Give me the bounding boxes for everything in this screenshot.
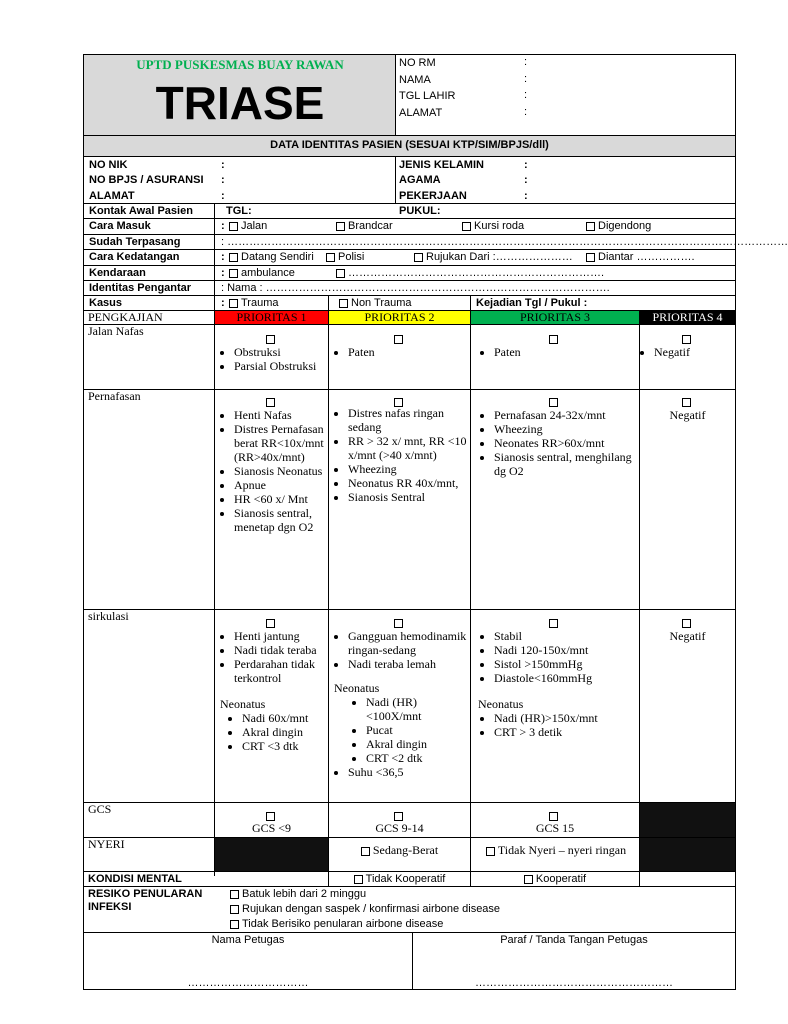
gcs-p3: GCS 15 bbox=[535, 821, 575, 835]
checkbox-icon[interactable] bbox=[394, 619, 403, 628]
checkbox-icon[interactable] bbox=[486, 847, 495, 856]
list-item: • HR <60 x/ Mnt bbox=[234, 492, 326, 506]
checkbox-icon[interactable] bbox=[394, 335, 403, 344]
list-item: • Diastole<160mmHg bbox=[494, 671, 636, 685]
kontak-pukul[interactable]: PUKUL: bbox=[399, 205, 441, 217]
list-item: • Paten bbox=[494, 345, 636, 359]
list-item: • Sianosis Sentral bbox=[348, 490, 468, 504]
list-item: • Nadi (HR)<100X/mnt bbox=[366, 695, 468, 723]
pernafasan-p2 bbox=[330, 406, 468, 504]
checkbox-icon[interactable] bbox=[354, 875, 363, 884]
nyeri-label: NYERI bbox=[88, 837, 125, 851]
list-item: • Wheezing bbox=[348, 462, 468, 476]
kendaraan-lain-dots: ……………………………………………………………. bbox=[348, 267, 605, 279]
option-diantar-label: Diantar ……………. bbox=[598, 251, 695, 263]
prioritas-1-header: PRIORITAS 1 bbox=[236, 310, 307, 324]
list-item: • Sianosis Neonatus bbox=[234, 464, 326, 478]
nama-petugas-label: Nama Petugas bbox=[211, 934, 285, 946]
checkbox-icon[interactable] bbox=[336, 269, 345, 278]
checkbox-icon[interactable] bbox=[549, 335, 558, 344]
checkbox-icon[interactable] bbox=[229, 299, 238, 308]
jk-value[interactable]: : bbox=[524, 159, 528, 171]
list-item: • Parsial Obstruksi bbox=[234, 359, 324, 373]
list-item: • Neonates RR>60x/mnt bbox=[494, 436, 638, 450]
nyeri-p2[interactable] bbox=[329, 843, 470, 857]
nyeri-p4-blocked bbox=[640, 838, 735, 871]
list-item: • CRT <3 dtk bbox=[242, 739, 326, 753]
cara-masuk-label: Cara Masuk bbox=[89, 220, 151, 232]
pernafasan-p3 bbox=[476, 408, 638, 478]
checkbox-icon[interactable] bbox=[230, 905, 239, 914]
checkbox-icon[interactable] bbox=[266, 812, 275, 821]
option-kendaraan-lain[interactable] bbox=[336, 267, 604, 280]
checkbox-icon[interactable] bbox=[586, 222, 595, 231]
nyeri-p3-label: Tidak Nyeri – nyeri ringan bbox=[497, 843, 627, 857]
mental-p2[interactable] bbox=[329, 873, 470, 886]
alamat-label: ALAMAT bbox=[399, 107, 443, 119]
gcs-p1: GCS <9 bbox=[251, 821, 292, 835]
list-item: • Apnue bbox=[234, 478, 326, 492]
jalan-nafas-p4 bbox=[642, 345, 732, 359]
alamat2-label: ALAMAT bbox=[89, 190, 135, 202]
list-item: • Nadi teraba lemah bbox=[348, 657, 468, 671]
option-trauma-label: Trauma bbox=[241, 297, 279, 309]
list-item: • Pucat bbox=[366, 723, 468, 737]
option-jalan-label: Jalan bbox=[241, 220, 268, 232]
list-item: • Henti jantung bbox=[234, 629, 326, 643]
list-item: • Nadi 60x/mnt bbox=[242, 711, 326, 725]
checkbox-icon[interactable] bbox=[266, 619, 275, 628]
list-item: • Sianosis sentral, menghilang dg O2 bbox=[494, 450, 638, 478]
mental-p2-label: Tidak Kooperatif bbox=[365, 873, 446, 885]
list-item: • Obstruksi bbox=[234, 345, 324, 359]
list-item: • Perdarahan tidak terkontrol bbox=[234, 657, 326, 685]
pengkajian-header: PENGKAJIAN bbox=[88, 310, 163, 324]
resiko-option-3-label: Tidak Berisiko penularan airbone disease bbox=[242, 918, 444, 930]
option-rujukan-label: Rujukan Dari :………………… bbox=[426, 251, 573, 263]
puskesmas-name: UPTD PUSKESMAS BUAY RAWAN bbox=[136, 57, 344, 72]
nyeri-p1-blocked bbox=[215, 838, 328, 871]
pernafasan-p4: Negatif bbox=[669, 408, 706, 422]
list-item: • Sianosis sentral, menetap dgn O2 bbox=[234, 506, 326, 534]
list-item: • Negatif bbox=[654, 345, 732, 359]
agama-value[interactable]: : bbox=[524, 174, 528, 186]
checkbox-icon[interactable] bbox=[326, 253, 335, 262]
list-item: • Gangguan hemodinamik ringan-sedang bbox=[348, 629, 468, 657]
sudah-value[interactable]: : ……………………………………………………………………………………………………………………………………… bbox=[221, 236, 788, 248]
kedatangan-label: Cara Kedatangan bbox=[89, 251, 180, 263]
pernafasan-p1 bbox=[216, 408, 326, 534]
bpjs-label: NO BPJS / ASURANSI bbox=[89, 174, 204, 186]
resiko-option-3[interactable] bbox=[230, 918, 443, 931]
resiko-option-1-label: Batuk lebih dari 2 minggu bbox=[242, 888, 367, 900]
option-ambulance-label: ambulance bbox=[241, 267, 295, 279]
option-jalan[interactable] bbox=[229, 220, 267, 233]
option-diantar[interactable] bbox=[586, 251, 695, 264]
list-item: • CRT > 3 detik bbox=[494, 725, 636, 739]
checkbox-icon[interactable] bbox=[682, 335, 691, 344]
alamat2-value[interactable]: : bbox=[221, 190, 225, 202]
prioritas-2-header: PRIORITAS 2 bbox=[364, 310, 435, 324]
checkbox-icon[interactable] bbox=[230, 890, 239, 899]
checkbox-icon[interactable] bbox=[230, 920, 239, 929]
option-brandcar[interactable] bbox=[336, 220, 393, 233]
sirkulasi-p1 bbox=[216, 629, 326, 753]
resiko-option-2[interactable] bbox=[230, 903, 500, 916]
checkbox-icon[interactable] bbox=[229, 253, 238, 262]
list-item: • Distres Pernafasan berat RR<10x/mnt (RR>40x/mnt) bbox=[234, 422, 326, 464]
jalan-nafas-p1 bbox=[216, 345, 324, 373]
list-item: • Nadi (HR)>150x/mnt bbox=[494, 711, 636, 725]
sirkulasi-p3 bbox=[476, 629, 636, 739]
kedatangan-colon: : bbox=[221, 251, 225, 263]
option-kursi-roda-label: Kursi roda bbox=[474, 220, 525, 232]
checkbox-icon[interactable] bbox=[394, 812, 403, 821]
list-item: • Nadi tidak teraba bbox=[234, 643, 326, 657]
list-item: • CRT <2 dtk bbox=[366, 751, 468, 765]
list-item: • Sistol >150mmHg bbox=[494, 657, 636, 671]
alamat-value[interactable]: : bbox=[524, 106, 528, 118]
checkbox-icon[interactable] bbox=[361, 847, 370, 856]
neonatus-heading: Neonatus bbox=[220, 697, 266, 711]
list-item: • Stabil bbox=[494, 629, 636, 643]
list-item: • Paten bbox=[348, 345, 466, 359]
checkbox-icon[interactable] bbox=[229, 222, 238, 231]
nik-label: NO NIK bbox=[89, 159, 128, 171]
checkbox-icon[interactable] bbox=[549, 398, 558, 407]
pekerjaan-value[interactable]: : bbox=[524, 190, 528, 202]
sirkulasi-p2 bbox=[330, 629, 468, 779]
agama-label: AGAMA bbox=[399, 174, 441, 186]
form-title: TRIASE bbox=[155, 77, 325, 129]
checkbox-icon[interactable] bbox=[462, 222, 471, 231]
cara-masuk-colon: : bbox=[221, 220, 225, 232]
option-polisi-label: Polisi bbox=[338, 251, 365, 263]
jalan-nafas-label: Jalan Nafas bbox=[88, 324, 144, 338]
list-item: • Pernafasan 24-32x/mnt bbox=[494, 408, 638, 422]
gcs-p4-blocked bbox=[640, 803, 735, 837]
neonatus-heading: Neonatus bbox=[334, 681, 380, 695]
checkbox-icon[interactable] bbox=[266, 398, 275, 407]
option-polisi[interactable] bbox=[326, 251, 364, 264]
paraf-line[interactable]: ……………………………………………… bbox=[475, 977, 673, 989]
paraf-label: Paraf / Tanda Tangan Petugas bbox=[500, 934, 648, 946]
rm-value[interactable]: : bbox=[524, 56, 528, 68]
option-non-trauma-label: Non Trauma bbox=[351, 297, 412, 309]
list-item: • Distres nafas ringan sedang bbox=[348, 406, 468, 434]
list-item: • Wheezing bbox=[494, 422, 638, 436]
option-non-trauma[interactable] bbox=[339, 297, 412, 310]
option-datang-sendiri-label: Datang Sendiri bbox=[241, 251, 314, 263]
list-item: • Nadi 120-150x/mnt bbox=[494, 643, 636, 657]
option-kursi-roda[interactable] bbox=[462, 220, 524, 233]
identity-section-title: DATA IDENTITAS PASIEN (SESUAI KTP/SIM/BPJS/dll) bbox=[270, 139, 549, 151]
gcs-label: GCS bbox=[88, 802, 112, 816]
tgl-lahir-value[interactable]: : bbox=[524, 89, 528, 101]
kasus-colon: : bbox=[221, 297, 225, 309]
sirkulasi-p4: Negatif bbox=[669, 629, 706, 643]
option-trauma[interactable] bbox=[229, 297, 279, 310]
jalan-nafas-p3 bbox=[476, 345, 636, 359]
nama-label: NAMA bbox=[399, 74, 431, 86]
list-item: • Henti Nafas bbox=[234, 408, 326, 422]
prioritas-4-header: PRIORITAS 4 bbox=[652, 310, 723, 324]
rm-label: NO RM bbox=[399, 57, 436, 69]
mental-label: KONDISI MENTAL bbox=[88, 873, 182, 885]
nama-value[interactable]: : bbox=[524, 73, 528, 85]
jalan-nafas-p2 bbox=[330, 345, 466, 359]
nyeri-p3[interactable] bbox=[476, 843, 636, 857]
sudah-label: Sudah Terpasang bbox=[89, 236, 181, 248]
list-item: • RR > 32 x/ mnt, RR <10 x/mnt (>40 x/mnt) bbox=[348, 434, 468, 462]
checkbox-icon[interactable] bbox=[339, 299, 348, 308]
option-ambulance[interactable] bbox=[229, 267, 295, 280]
checkbox-icon[interactable] bbox=[549, 812, 558, 821]
resiko-option-1[interactable] bbox=[230, 888, 366, 901]
resiko-label: RESIKO PENULARAN INFEKSI bbox=[88, 888, 203, 913]
bpjs-value[interactable]: : bbox=[221, 174, 225, 186]
option-datang-sendiri[interactable] bbox=[229, 251, 314, 264]
kontak-tgl[interactable]: TGL: bbox=[226, 205, 252, 217]
list-item: • Neonatus RR 40x/mnt, bbox=[348, 476, 468, 490]
list-item: • Akral dingin bbox=[242, 725, 326, 739]
checkbox-icon[interactable] bbox=[336, 222, 345, 231]
option-rujukan[interactable] bbox=[414, 251, 573, 264]
nyeri-p2-label: Sedang-Berat bbox=[372, 843, 439, 857]
mental-p3-label: Kooperatif bbox=[535, 873, 587, 885]
prioritas-3-header: PRIORITAS 3 bbox=[519, 310, 591, 324]
tgl-lahir-label: TGL LAHIR bbox=[399, 90, 456, 102]
mental-p3[interactable] bbox=[471, 873, 639, 886]
kontak-label: Kontak Awal Pasien bbox=[89, 205, 193, 217]
option-digendong-label: Digendong bbox=[598, 220, 652, 232]
nama-petugas-line[interactable]: …………………………… bbox=[187, 977, 309, 989]
kendaraan-colon: : bbox=[221, 267, 225, 279]
kendaraan-label: Kendaraan bbox=[89, 267, 146, 279]
kejadian-label[interactable]: Kejadian Tgl / Pukul : bbox=[476, 297, 588, 309]
list-item: • Akral dingin bbox=[366, 737, 468, 751]
pernafasan-label: Pernafasan bbox=[88, 389, 141, 403]
resiko-option-2-label: Rujukan dengan saspek / konfirmasi airbone disease bbox=[242, 903, 501, 915]
pekerjaan-label: PEKERJAAN bbox=[399, 190, 467, 202]
checkbox-icon[interactable] bbox=[682, 398, 691, 407]
checkbox-icon[interactable] bbox=[414, 253, 423, 262]
checkbox-icon[interactable] bbox=[229, 269, 238, 278]
kasus-label: Kasus bbox=[89, 297, 123, 309]
option-brandcar-label: Brandcar bbox=[348, 220, 393, 232]
checkbox-icon[interactable] bbox=[524, 875, 533, 884]
gcs-p2: GCS 9-14 bbox=[375, 821, 424, 835]
sirkulasi-label: sirkulasi bbox=[88, 609, 129, 623]
checkbox-icon[interactable] bbox=[549, 619, 558, 628]
checkbox-icon[interactable] bbox=[266, 335, 275, 344]
checkbox-icon[interactable] bbox=[586, 253, 595, 262]
neonatus-heading: Neonatus bbox=[478, 697, 524, 711]
jk-label: JENIS KELAMIN bbox=[399, 159, 484, 171]
triage-form bbox=[83, 54, 788, 990]
checkbox-icon[interactable] bbox=[682, 619, 691, 628]
pengantar-value[interactable]: : Nama : …………………………………………………………………………………. bbox=[221, 282, 610, 294]
list-item: • Suhu <36,5 bbox=[348, 765, 468, 779]
pengantar-label: Identitas Pengantar bbox=[89, 282, 192, 294]
option-digendong[interactable] bbox=[586, 220, 651, 233]
nik-value[interactable]: : bbox=[221, 159, 225, 171]
